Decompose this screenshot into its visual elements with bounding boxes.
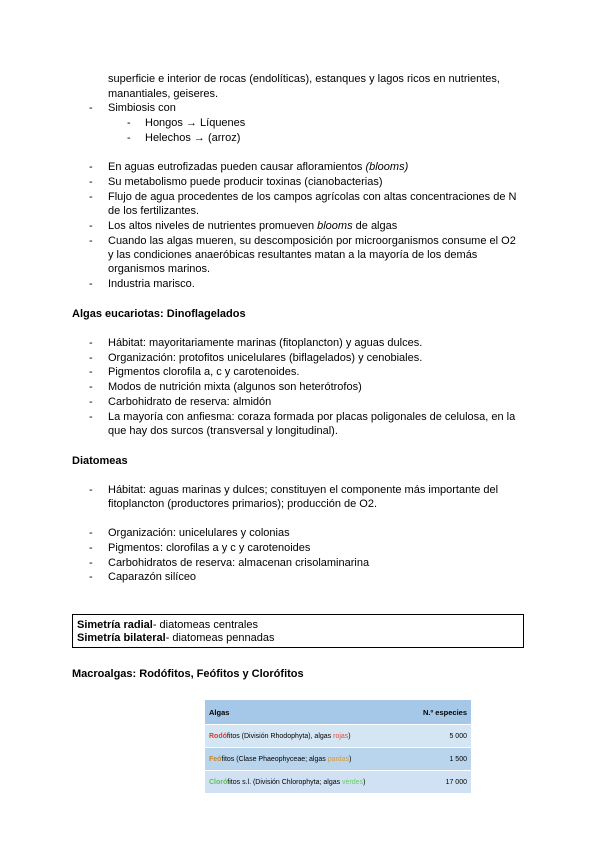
table-row [205,771,471,794]
list-item: Su metabolismo puede producir toxinas (cianobacterias) [108,176,383,188]
list-item-continuation: de los fertilizantes. [108,205,200,217]
list-item: La mayoría con anfiesma: coraza formada por placas poligonales de celulosa, en la [108,411,516,423]
intro-line-1: superficie e interior de rocas (endolíticas), estanques y lagos ricos en nutrientes, [108,73,500,85]
symmetry-box [72,614,524,648]
list-item: Pigmentos clorofila a, c y carotenoides. [108,366,300,378]
table-header-especies: N.º especies [407,700,471,725]
list-item: Industria marisco. [108,278,195,290]
list-item-continuation: que hay dos surcos (transversal y longitudinal). [108,425,338,437]
bullet-dash: - [89,278,93,290]
bullet-dash: - [89,235,93,247]
bullet-dash: - [89,161,93,173]
simbiosis-label: Simbiosis con [108,102,176,114]
bullet-dash: - [89,366,93,378]
bullet-dash: - [89,102,93,114]
table-cell-count: 1 500 [407,748,471,771]
bullet-dash: - [89,527,93,539]
table-cell-count: 5 000 [407,725,471,748]
list-item: Hábitat: aguas marinas y dulces; constituyen el componente más importante del [108,484,499,496]
bullet-dash: - [89,484,93,496]
list-item-continuation: y las condiciones anaeróbicas resultantes matan a la mayoría de los demás [108,249,478,261]
list-item-continuation: fitoplancton (productores primarios); producción de O2. [108,498,378,510]
bullet-dash: - [89,176,93,188]
bullet-dash: - [89,411,93,423]
table-cell-alga: Feófitos (Clase Phaeophyceae; algas pardas) [205,748,407,771]
intro-line-2: manantiales, geiseres. [108,88,219,100]
table-cell-alga: Clorófitos s.l. (División Chlorophyta; algas verdes) [205,771,407,794]
table-header-row [205,700,471,725]
bullet-dash: - [89,352,93,364]
list-item: Flujo de agua procedentes de los campos agrícolas con altas concentraciones de N [108,191,517,203]
symmetry-bilateral-line: Simetría bilateral- diatomeas pennadas [77,632,275,644]
simbiosis-subitem: Helechos → (arroz) [145,132,241,144]
table-row [205,725,471,748]
list-item: Cuando las algas mueren, su descomposición por microorganismos consume el O2 [108,235,516,247]
table-header-algas: Algas [205,700,407,725]
list-item: Organización: protofitos unicelulares (biflagelados) y cenobiales. [108,352,423,364]
bullet-dash: - [127,117,131,129]
bullet-dash: - [89,557,93,569]
bullet-dash: - [89,396,93,408]
list-item-continuation: organismos marinos. [108,263,211,275]
simbiosis-subitem: Hongos → Líquenes [145,117,246,129]
bullet-dash: - [127,132,131,144]
list-item: Carbohidrato de reserva: almidón [108,396,272,408]
bullet-dash: - [89,220,93,232]
list-item: Organización: unicelulares y colonias [108,527,290,539]
bullet-dash: - [89,542,93,554]
section-heading-dinoflagelados: Algas eucariotas: Dinoflagelados [72,308,246,320]
section-heading-diatomeas: Diatomeas [72,455,128,467]
list-item: Hábitat: mayoritariamente marinas (fitoplancton) y aguas dulces. [108,337,423,349]
list-item: En aguas eutrofizadas pueden causar afloramientos (blooms) [108,161,409,173]
table-cell-alga: Rodófitos (División Rhodophyta), algas rojas) [205,725,407,748]
bullet-dash: - [89,381,93,393]
algas-table [205,700,471,794]
list-item: Modos de nutrición mixta (algunos son heterótrofos) [108,381,362,393]
bullet-dash: - [89,191,93,203]
list-item: Carbohidratos de reserva: almacenan crisolaminarina [108,557,370,569]
symmetry-radial-line: Simetría radial- diatomeas centrales [77,619,258,631]
list-item: Pigmentos: clorofilas a y c y carotenoides [108,542,311,554]
bullet-dash: - [89,337,93,349]
section-heading-macroalgas: Macroalgas: Rodófitos, Feófitos y Clorófitos [72,668,304,680]
list-item: Caparazón silíceo [108,571,197,583]
table-cell-count: 17 000 [407,771,471,794]
list-item: Los altos niveles de nutrientes promueven blooms de algas [108,220,398,232]
table-row [205,748,471,771]
bullet-dash: - [89,571,93,583]
